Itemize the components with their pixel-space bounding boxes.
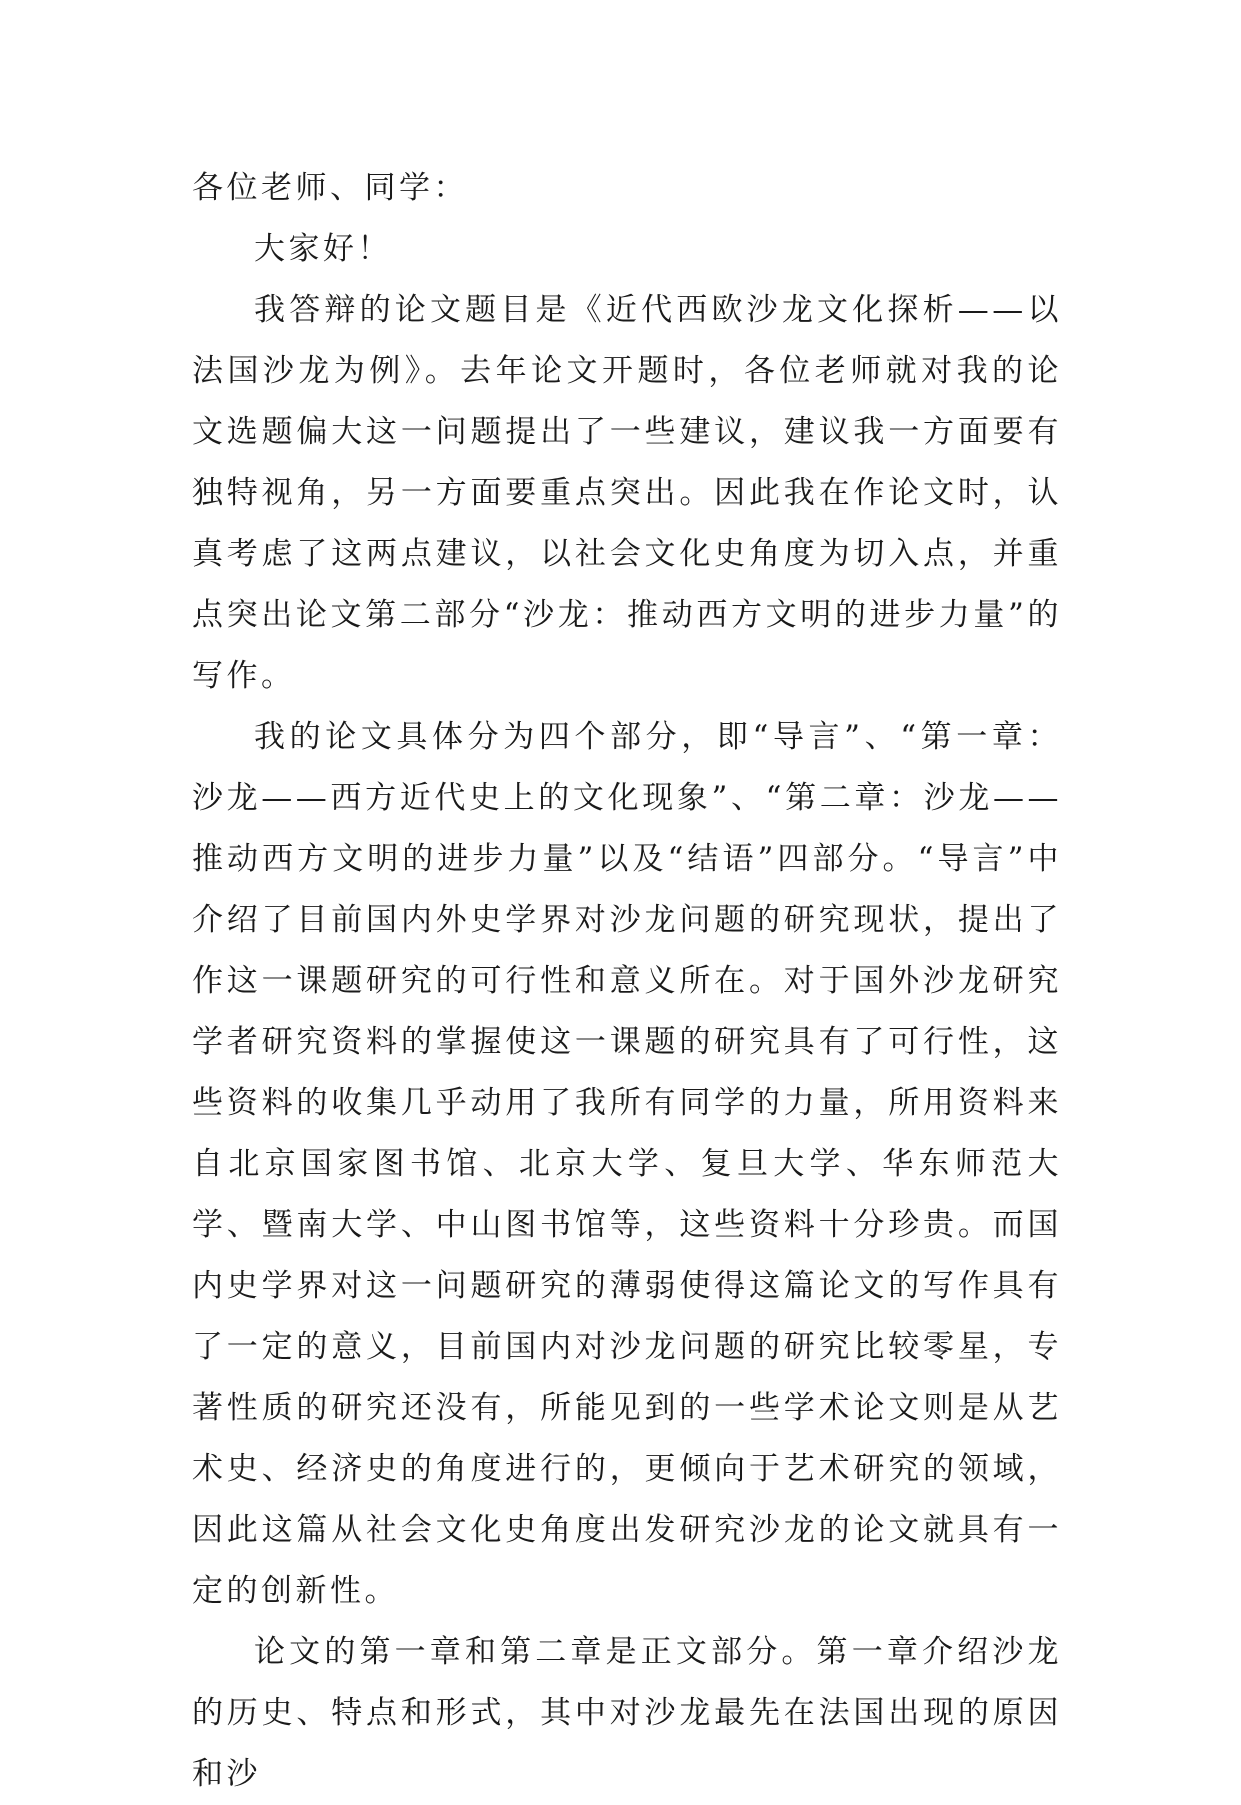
document-body (192, 158, 1062, 1805)
paragraph-thesis-topic: 我答辩的论文题目是《近代西欧沙龙文化探析——以法国沙龙为例》。去年论文开题时，各位老师就对我的论文选题偏大这一问题提出了一些建议，建议我一方面要有独特视角，另一方面要重点突出。因此我在作论文时，认真考虑了这两点建议，以社会文化史角度为切入点，并重点突出论文第二部分“沙龙：推动西方文明的进步力量”的写作。 (192, 292, 1062, 694)
greeting-line: 大家好！ (254, 231, 392, 267)
paragraph-thesis-structure: 我的论文具体分为四个部分，即“导言”、“第一章：沙龙——西方近代史上的文化现象”、“第二章：沙龙——推动西方文明的进步力量”以及“结语”四部分。“导言”中介绍了目前国内外史学界对沙龙问题的研究现状，提出了作这一课题研究的可行性和意义所在。对于国外沙龙研究学者研究资料的掌握使这一课题的研究具有了可行性，这些资料的收集几乎动用了我所有同学的力量，所用资料来自北京国家图书馆、北京大学、复旦大学、华东师范大学、暨南大学、中山图书馆等，这些资料十分珍贵。而国内史学界对这一问题研究的薄弱使得这篇论文的写作具有了一定的意义，目前国内对沙龙问题的研究比较零星，专著性质的研究还没有，所能见到的一些学术论文则是从艺术史、经济史的角度进行的，更倾向于艺术研究的领域，因此这篇从社会文化史角度出发研究沙龙的论文就具有一定的创新性。 (192, 719, 1062, 1609)
salutation-line: 各位老师、同学： (192, 170, 468, 206)
paragraph-main-chapters: 论文的第一章和第二章是正文部分。第一章介绍沙龙的历史、特点和形式，其中对沙龙最先在法国出现的原因和沙 (192, 1634, 1062, 1792)
